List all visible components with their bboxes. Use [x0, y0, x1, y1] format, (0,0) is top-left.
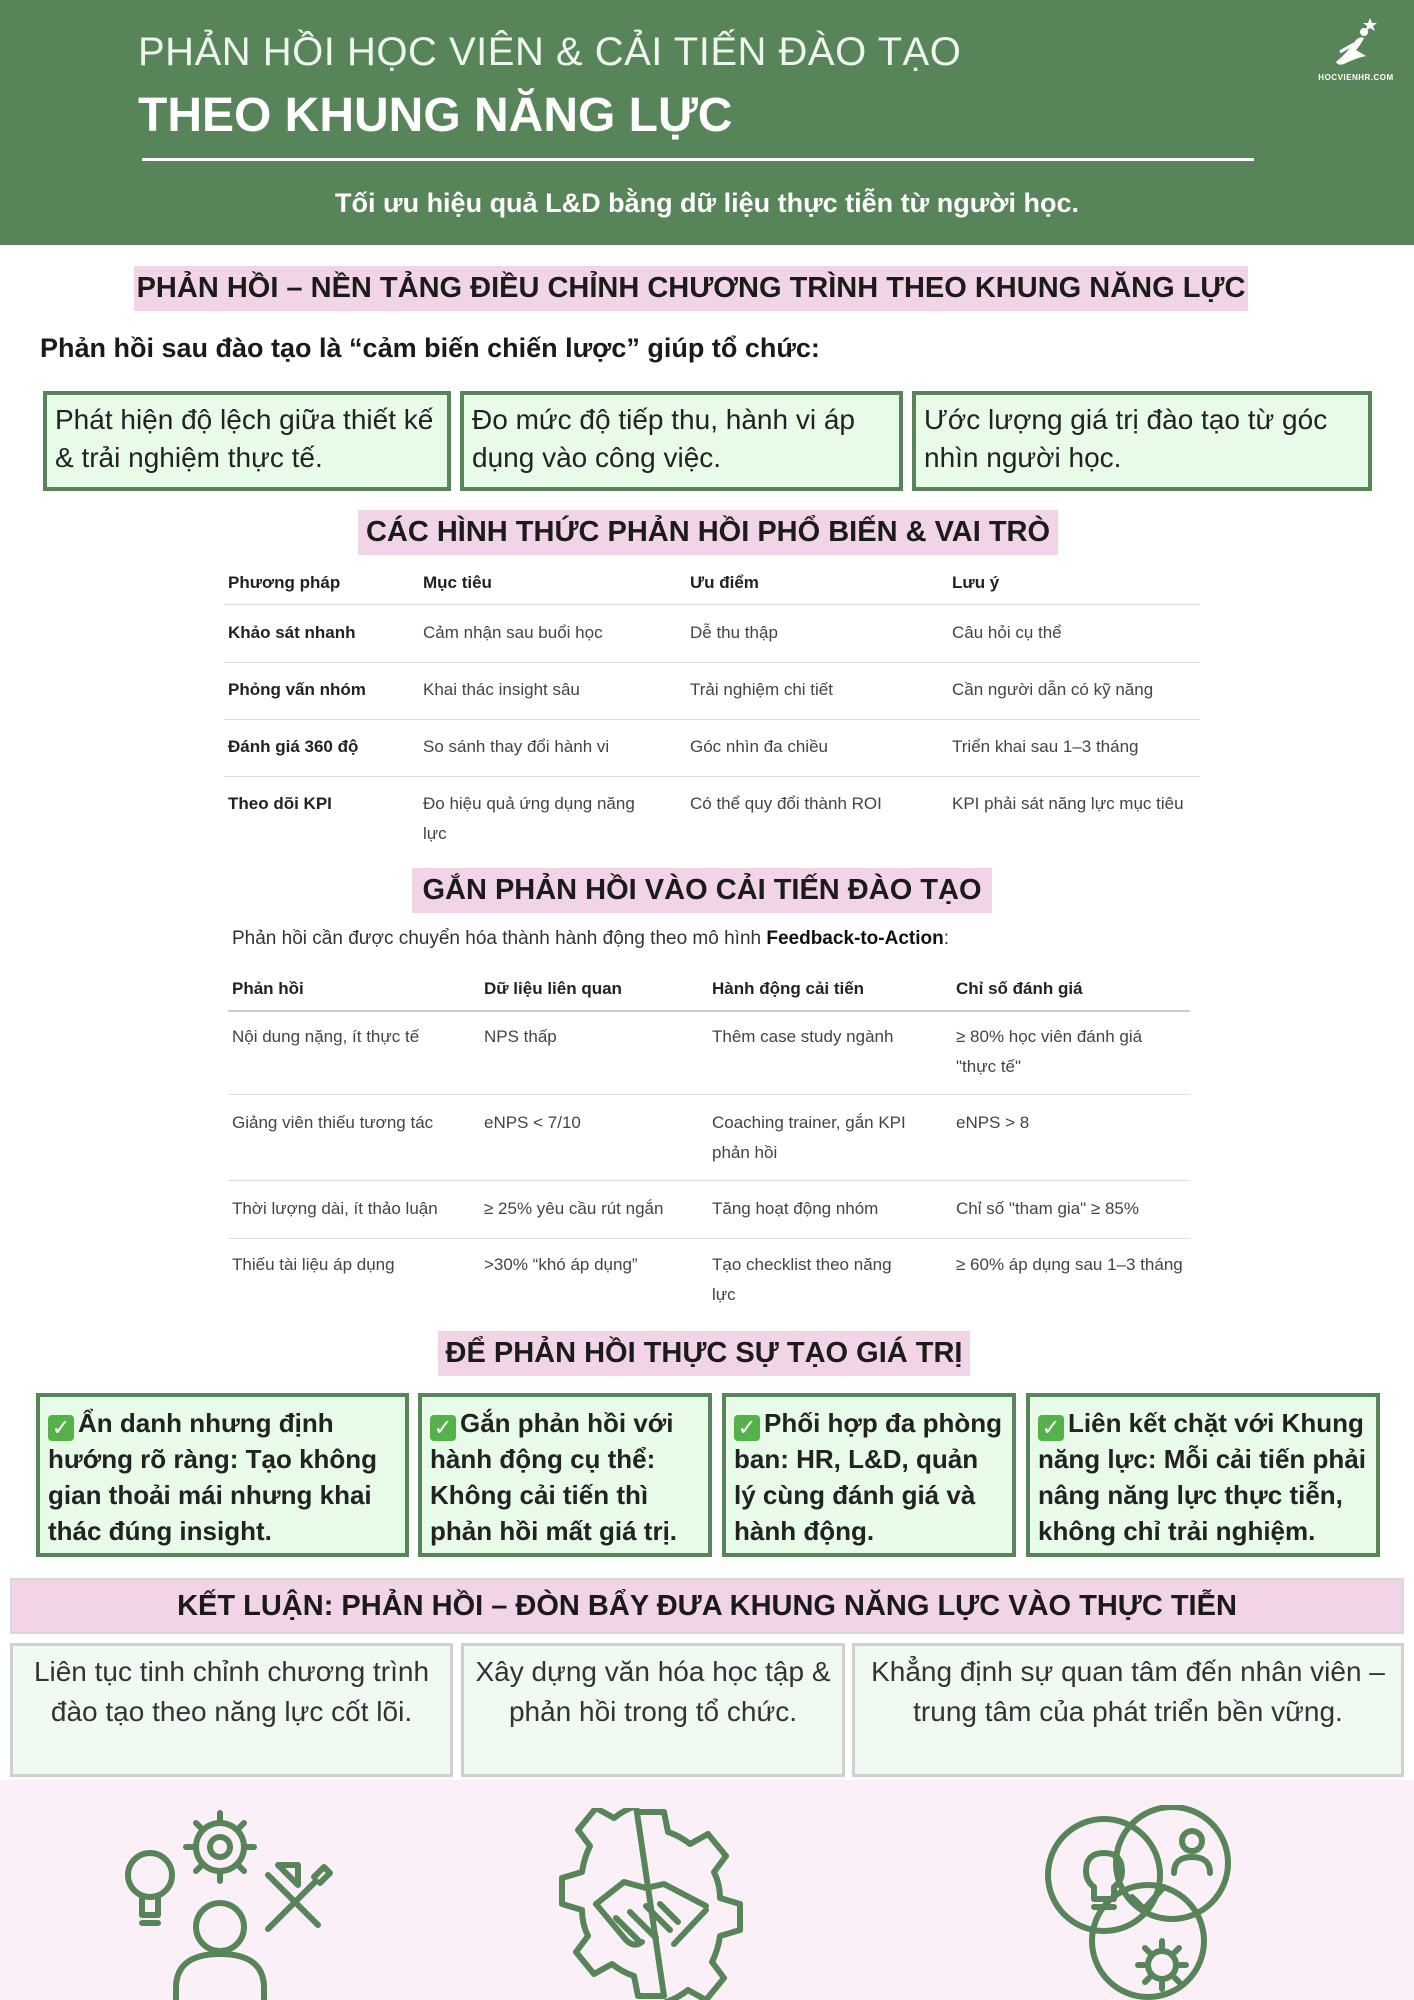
table-row — [228, 1022, 1190, 1095]
intro-colon: : — [943, 928, 949, 949]
table-cell: Khảo sát nhanh — [228, 623, 356, 642]
intro-model-name: Feedback-to-Action — [766, 928, 944, 949]
table-cell: Trải nghiệm chi tiết — [690, 680, 833, 699]
table-cell: Chỉ số "tham gia" ≥ 85% — [956, 1199, 1139, 1218]
table-cell: Đánh giá 360 độ — [228, 737, 359, 756]
table-cell: eNPS < 7/10 — [484, 1113, 581, 1132]
table-row — [228, 1250, 1190, 1310]
logo-caption: HOCVIENHR.COM — [1318, 73, 1394, 82]
insight-box-2: Đo mức độ tiếp thu, hành vi áp dụng vào công việc. — [460, 391, 903, 491]
table-cell: Tạo checklist theo năng lực — [712, 1255, 892, 1304]
table-cell: >30% “khó áp dụng” — [484, 1255, 638, 1274]
table-row — [228, 1194, 1190, 1239]
value-box-2 — [418, 1393, 712, 1557]
checkmark-icon: ✓ — [430, 1415, 456, 1441]
col-header: Dữ liệu liên quan — [484, 979, 622, 998]
conclusion-title: KẾT LUẬN: PHẢN HỒI – ĐÒN BẨY ĐƯA KHUNG NĂNG LỰC VÀO THỰC TIỄN — [10, 1578, 1404, 1634]
section1-lead: Phản hồi sau đào tạo là “cảm biến chiến lược” giúp tổ chức: — [40, 333, 820, 363]
table-cell: Thêm case study ngành — [712, 1027, 894, 1046]
table-cell: Giảng viên thiếu tương tác — [232, 1113, 434, 1132]
conclusion-box-2: Xây dựng văn hóa học tập & phản hồi trong tổ chức. — [461, 1643, 845, 1777]
feedback-to-action-table — [228, 974, 1190, 1314]
conclusion-box-3: Khẳng định sự quan tâm đến nhân viên – trung tâm của phát triển bền vững. — [852, 1643, 1404, 1777]
feedback-methods-table — [224, 568, 1200, 848]
table-cell: Theo dõi KPI — [228, 794, 332, 813]
col-header: Hành động cải tiến — [712, 979, 865, 998]
table-cell: Thiếu tài liệu áp dụng — [232, 1255, 395, 1274]
section1-title: PHẢN HỒI – NỀN TẢNG ĐIỀU CHỈNH CHƯƠNG TRÌNH THEO KHUNG NĂNG LỰC — [134, 266, 1248, 311]
table-cell: ≥ 25% yêu cầu rút ngắn — [484, 1199, 664, 1218]
header-divider — [142, 158, 1254, 161]
col-header: Phản hồi — [232, 979, 304, 998]
table-cell: So sánh thay đổi hành vi — [423, 737, 610, 756]
table-cell: Thời lượng dài, ít thảo luận — [232, 1199, 438, 1218]
intro-text: Phản hồi cần được chuyển hóa thành hành động theo mô hình — [232, 928, 767, 949]
value-box-text: Ẩn danh nhưng định hướng rõ ràng: Tạo không gian thoải mái nhưng khai thác đúng insight. — [48, 1408, 378, 1546]
section2-title: CÁC HÌNH THỨC PHẢN HỒI PHỔ BIẾN & VAI TRÒ — [358, 510, 1058, 555]
table-header-row — [228, 974, 1190, 1012]
value-box-text: Phối hợp đa phòng ban: HR, L&D, quản lý cùng đánh giá và hành động. — [734, 1408, 1002, 1546]
value-box-1 — [36, 1393, 409, 1557]
table-cell: ≥ 60% áp dụng sau 1–3 tháng — [956, 1255, 1183, 1274]
table-cell: Cần người dẫn có kỹ năng — [952, 680, 1154, 699]
insight-box-1: Phát hiện độ lệch giữa thiết kế & trải nghiệm thực tế. — [43, 391, 451, 491]
section3-title: GẮN PHẢN HỒI VÀO CẢI TIẾN ĐÀO TẠO — [412, 868, 992, 913]
person-ideas-tools-icon — [118, 1805, 338, 2000]
table-cell: Phỏng vấn nhóm — [228, 680, 366, 699]
table-row — [224, 618, 1200, 663]
table-cell: eNPS > 8 — [956, 1113, 1030, 1132]
value-box-text: Liên kết chặt với Khung năng lực: Mỗi cải tiến phải nâng năng lực thực tiễn, không chỉ trải nghiệm. — [1038, 1408, 1366, 1546]
handshake-gear-icon — [556, 1808, 746, 2000]
table-row — [224, 675, 1200, 720]
col-header: Mục tiêu — [423, 573, 492, 592]
table-row — [228, 1108, 1190, 1181]
table-cell: Góc nhìn đa chiều — [690, 737, 828, 756]
table-cell: NPS thấp — [484, 1027, 557, 1046]
table-cell: Triển khai sau 1–3 tháng — [952, 737, 1139, 756]
col-header: Lưu ý — [952, 573, 1000, 592]
runner-star-icon — [1326, 12, 1386, 72]
table-cell: KPI phải sát năng lực mục tiêu — [952, 794, 1184, 813]
table-cell: Coaching trainer, gắn KPI phản hồi — [712, 1113, 906, 1162]
table-cell: Dễ thu thập — [690, 623, 778, 642]
venn-idea-person-gear-icon — [1042, 1805, 1242, 2000]
title-line-2: THEO KHUNG NĂNG LỰC — [138, 89, 733, 142]
value-box-text: Gắn phản hồi với hành động cụ thể: Không cải tiến thì phản hồi mất giá trị. — [430, 1408, 678, 1546]
checkmark-icon: ✓ — [48, 1415, 74, 1441]
col-header: Ưu điểm — [690, 573, 759, 592]
table-cell: Tăng hoạt động nhóm — [712, 1199, 879, 1218]
header-subtitle: Tối ưu hiệu quả L&D bằng dữ liệu thực tiễn từ người học. — [335, 188, 1079, 218]
table-cell: Cảm nhận sau buổi học — [423, 623, 603, 642]
section3-intro — [232, 928, 949, 950]
value-box-3 — [722, 1393, 1016, 1557]
table-cell: Có thể quy đổi thành ROI — [690, 794, 882, 813]
table-row — [224, 789, 1200, 849]
section4-title: ĐỂ PHẢN HỒI THỰC SỰ TẠO GIÁ TRỊ — [438, 1331, 970, 1376]
col-header: Chỉ số đánh giá — [956, 979, 1083, 998]
title-line-1: PHẢN HỒI HỌC VIÊN & CẢI TIẾN ĐÀO TẠO — [138, 30, 962, 74]
table-cell: ≥ 80% học viên đánh giá "thực tế" — [956, 1027, 1143, 1076]
insight-box-3: Ước lượng giá trị đào tạo từ góc nhìn người học. — [912, 391, 1372, 491]
hocvienhr-logo — [1310, 12, 1402, 82]
table-cell: Khai thác insight sâu — [423, 680, 580, 699]
table-cell: Nội dung nặng, ít thực tế — [232, 1027, 420, 1046]
table-header-row — [224, 568, 1200, 605]
header-banner — [0, 0, 1414, 245]
table-cell: Câu hỏi cụ thể — [952, 623, 1062, 642]
checkmark-icon: ✓ — [1038, 1415, 1064, 1441]
table-cell: Đo hiệu quả ứng dụng năng lực — [423, 794, 635, 843]
value-box-4 — [1026, 1393, 1380, 1557]
checkmark-icon: ✓ — [734, 1415, 760, 1441]
conclusion-box-1: Liên tục tinh chỉnh chương trình đào tạo theo năng lực cốt lõi. — [10, 1643, 453, 1777]
col-header: Phương pháp — [228, 573, 341, 592]
table-row — [224, 732, 1200, 777]
